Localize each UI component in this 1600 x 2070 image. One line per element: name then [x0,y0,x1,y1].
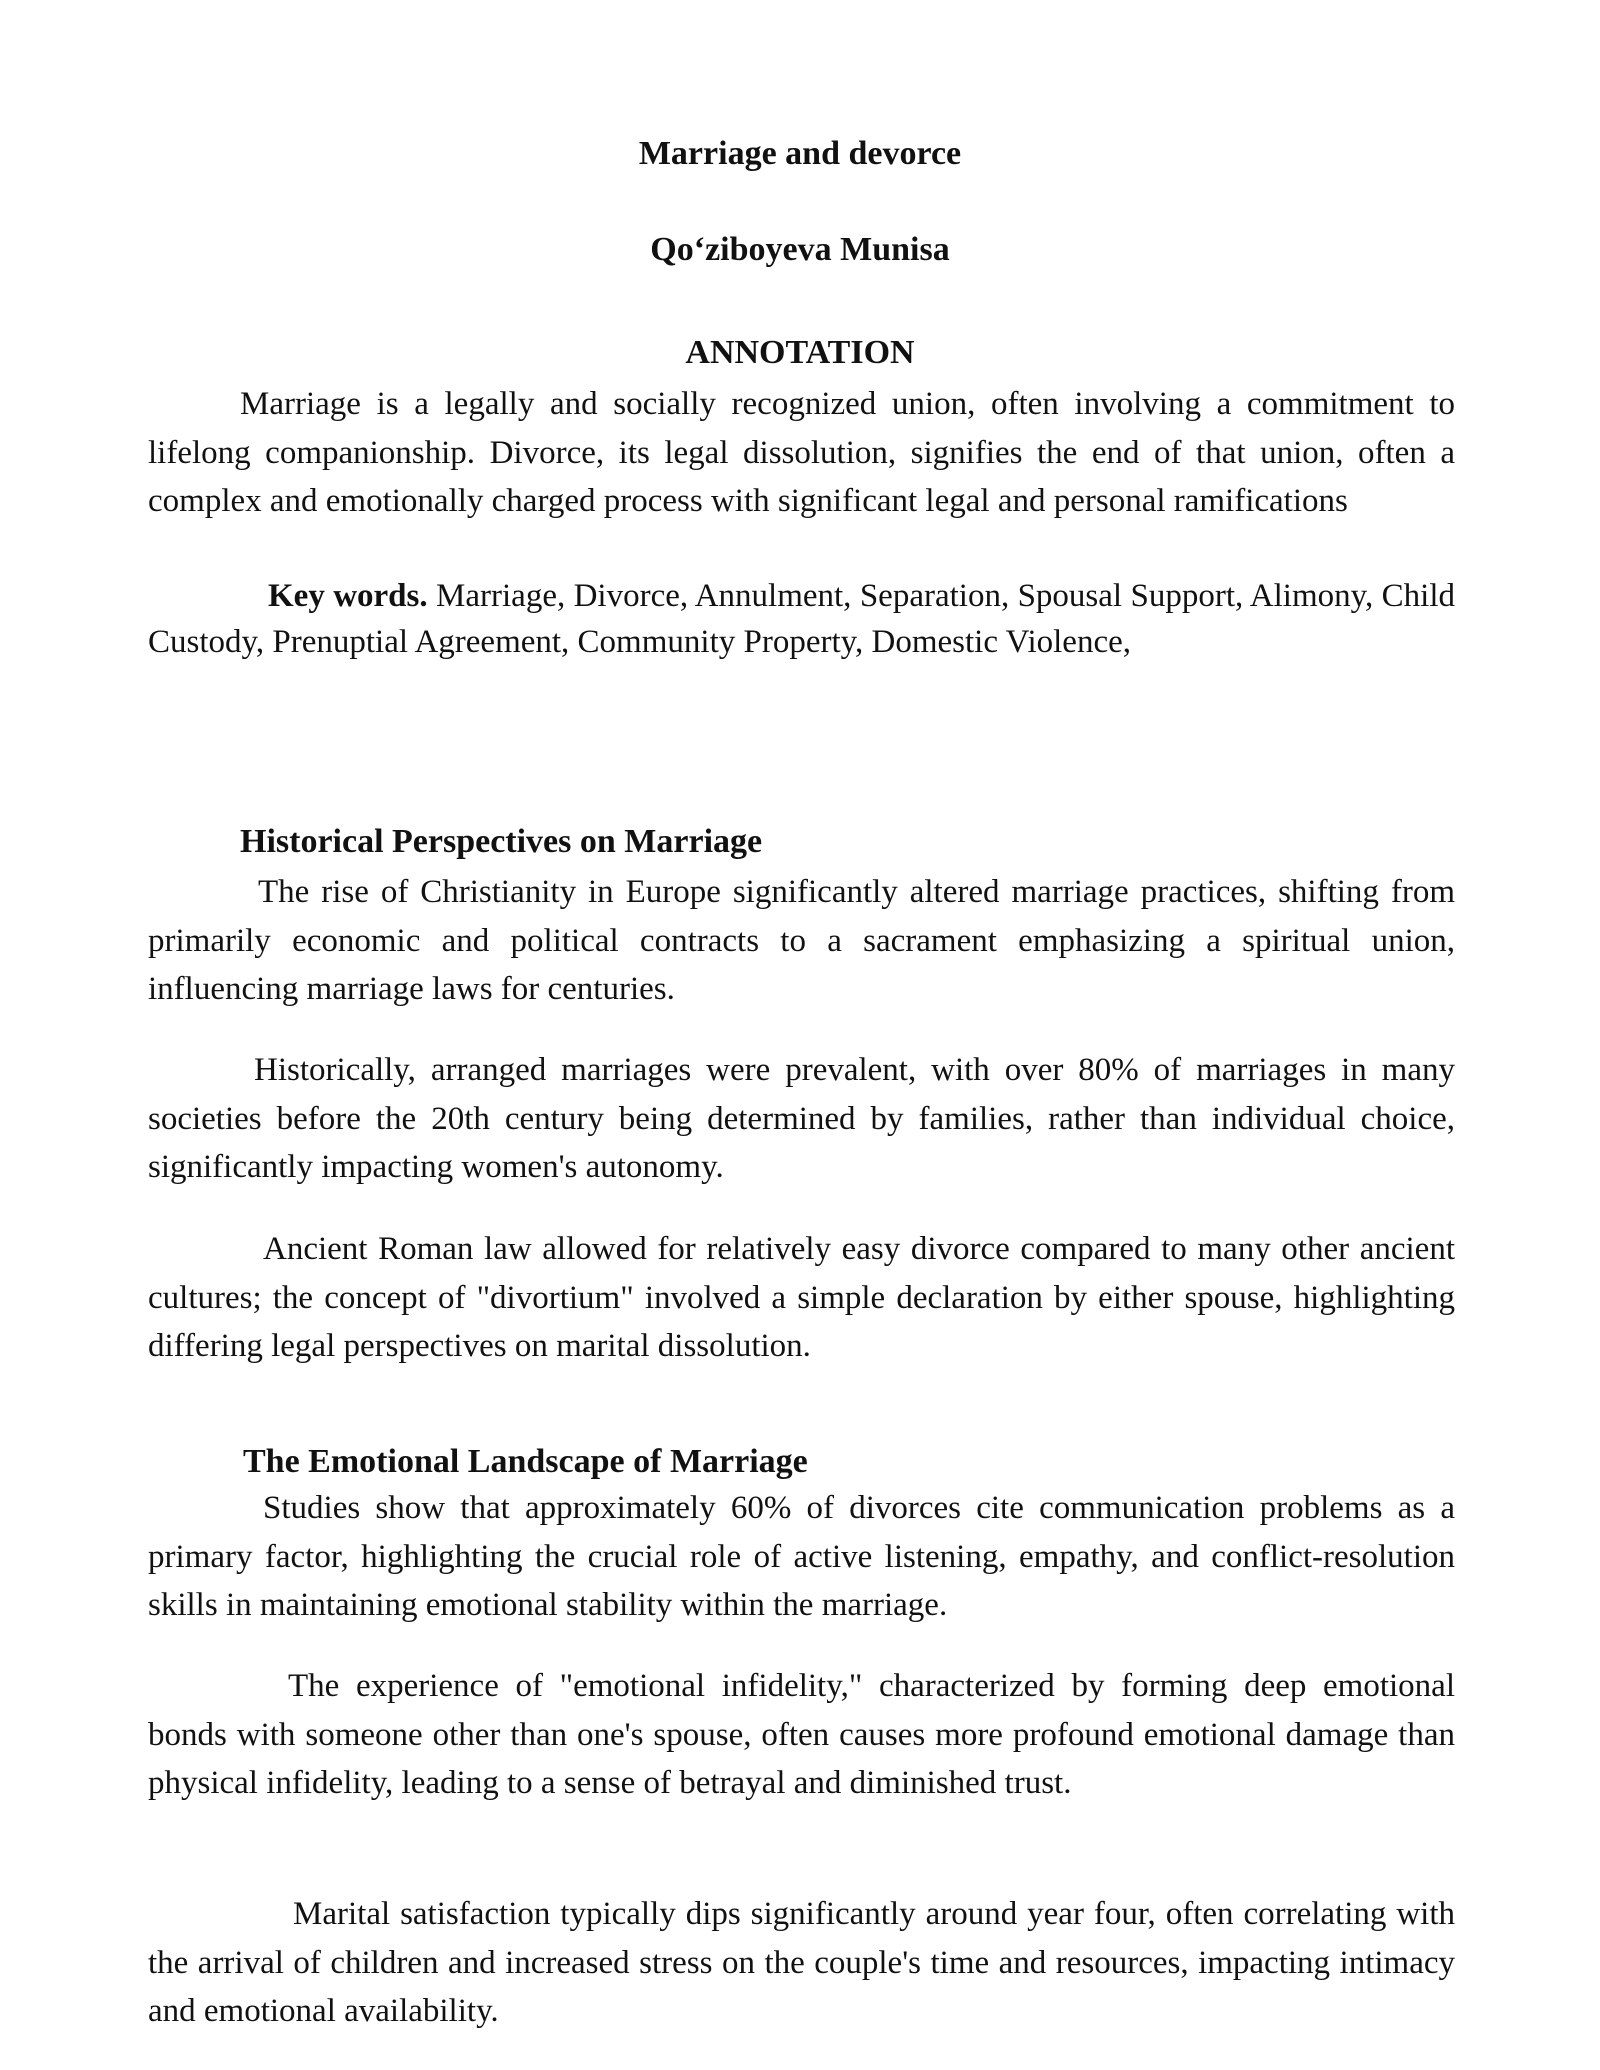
section-paragraph: Historically, arranged marriages were prevalent, with over 80% of marriages in many societies before the 20th century being determined by families, rather than individual choice, significantly impacting women's autonomy. [148,1052,1455,1185]
section-paragraph: The rise of Christianity in Europe significantly altered marriage practices, shifting from primarily economic and political contracts to a sacrament emphasizing a spiritual union, influencing marriage laws for centuries. [148,874,1455,1007]
section-heading: The Emotional Landscape of Marriage [243,1443,808,1480]
keywords-paragraph [148,573,1455,665]
annotation-paragraph: Marriage is a legally and socially recognized union, often involving a commitment to lifelong companionship. Divorce, its legal dissolution, signifies the end of that union, often a complex and emotionally charged process with significant legal and personal ramifications [148,386,1455,519]
keywords-list: Marriage, Divorce, Annulment, Separation, Spousal Support, Alimony, Child Custody, Prenuptial Agreement, Community Property, Domestic Violence, [148,578,1455,660]
section-paragraph: The experience of "emotional infidelity," characterized by forming deep emotional bonds with someone other than one's spouse, often causes more profound emotional damage than physical infidelity, leading to a sense of betrayal and diminished trust. [148,1668,1455,1801]
section-paragraph: Studies show that approximately 60% of divorces cite communication problems as a primary factor, highlighting the crucial role of active listening, empathy, and conflict-resolution skills in maintaining emotional stability within the marriage. [148,1490,1455,1623]
annotation-heading: ANNOTATION [685,334,915,371]
section-heading: Historical Perspectives on Marriage [240,823,763,860]
section-paragraph: Ancient Roman law allowed for relatively easy divorce compared to many other ancient cultures; the concept of "divortium" involved a simple declaration by either spouse, highlighting differing legal perspectives on marital dissolution. [148,1231,1455,1364]
keywords-label: Key words. [268,578,428,614]
document-title: Marriage and devorce [638,135,962,172]
author-name: Qo‘ziboyeva Munisa [650,231,950,268]
section-paragraph: Marital satisfaction typically dips significantly around year four, often correlating with the arrival of children and increased stress on the couple's time and resources, impacting intimacy and emotional availability. [148,1896,1455,2029]
